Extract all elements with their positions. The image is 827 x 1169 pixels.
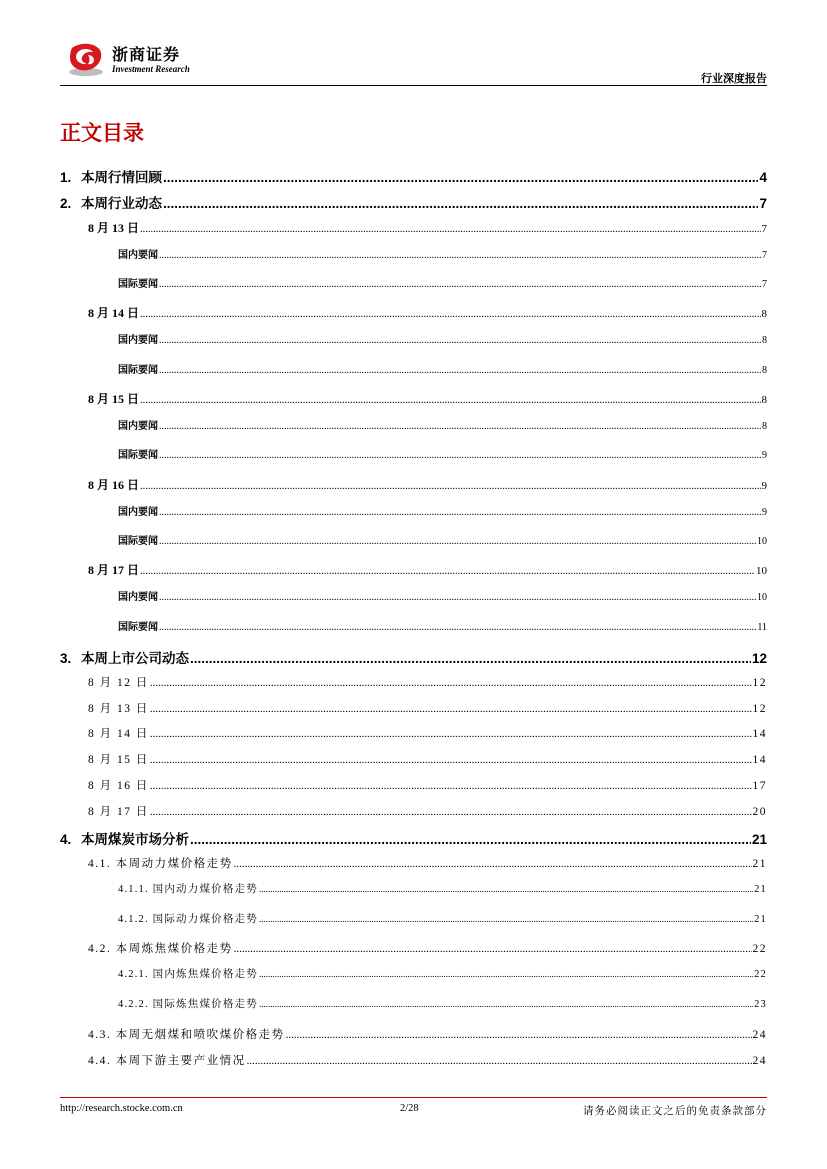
header-divider xyxy=(60,85,767,86)
toc-entry[interactable] xyxy=(88,803,767,819)
toc-entry[interactable] xyxy=(118,417,767,432)
toc-entry-label: 4.2. 本周炼焦煤价格走势 xyxy=(88,943,233,955)
footer-divider xyxy=(60,1097,767,1098)
toc-page-number: 10 xyxy=(757,592,767,603)
toc-page-number: 9 xyxy=(762,450,767,461)
toc-page-number: 7 xyxy=(762,250,767,261)
toc-leader-dots xyxy=(159,279,761,290)
toc-entry-label: 8 月 12 日 xyxy=(88,677,149,689)
toc-entry[interactable] xyxy=(88,777,767,793)
toc-page-number: 21 xyxy=(752,858,767,870)
toc-entry-label: 8 月 13 日 xyxy=(88,703,149,715)
toc-entry-label: 4.1.1. 国内动力煤价格走势 xyxy=(118,884,258,895)
toc-leader-dots xyxy=(140,224,760,235)
toc-page-number: 11 xyxy=(757,622,767,633)
toc-page-number: 9 xyxy=(762,507,767,518)
toc-entry-label: 4.1.2. 国际动力煤价格走势 xyxy=(118,914,258,925)
toc-entry-label: 4.1. 本周动力煤价格走势 xyxy=(88,858,233,870)
toc-entry-label: 8 月 17 日 xyxy=(88,806,149,818)
toc-leader-dots xyxy=(159,622,756,633)
toc-page-number: 9 xyxy=(761,480,767,492)
toc-entry-label: 本周上市公司动态 xyxy=(81,651,189,666)
toc-leader-dots xyxy=(150,677,752,689)
toc-entry[interactable] xyxy=(118,246,767,261)
toc-leader-dots xyxy=(247,1055,752,1067)
toc-leader-dots xyxy=(150,780,752,792)
toc-entry-label: 国际要闻 xyxy=(118,622,158,633)
toc-entry-label: 4.4. 本周下游主要产业情况 xyxy=(88,1055,246,1067)
toc-leader-dots xyxy=(150,806,752,818)
toc-entry-label: 8 月 16 日 xyxy=(88,780,149,792)
toc-leader-dots xyxy=(163,170,758,185)
toc-title: 正文目录 xyxy=(60,121,144,145)
toc-entry-label: 国内要闻 xyxy=(118,507,158,518)
toc-entry[interactable] xyxy=(118,996,767,1011)
toc-entry-section-1[interactable]: 1. 本周行情回顾 ..... 4 xyxy=(60,166,767,186)
toc-leader-dots xyxy=(140,309,760,320)
toc-entry-label: 8 月 15 日 xyxy=(88,754,149,766)
toc-entry[interactable] xyxy=(88,561,767,578)
toc-leader-dots xyxy=(140,395,760,406)
logo-mark-icon xyxy=(66,42,106,78)
toc-entry[interactable] xyxy=(88,940,767,956)
toc-entry-label: 4.2.2. 国际炼焦煤价格走势 xyxy=(118,999,258,1010)
toc-entry-label: 国内要闻 xyxy=(118,421,158,432)
toc-leader-dots xyxy=(234,858,752,870)
toc-page-number: 20 xyxy=(752,806,767,818)
footer-page-number: 2/28 xyxy=(400,1103,419,1114)
toc-entry-section-3[interactable]: 3. 本周上市公司动态 ..... 12 xyxy=(60,647,767,667)
toc-entry-label: 国际要闻 xyxy=(118,365,158,376)
toc-entry[interactable] xyxy=(118,361,767,376)
toc-leader-dots xyxy=(140,566,755,577)
toc-page-number: 22 xyxy=(754,969,767,980)
toc-leader-dots xyxy=(234,943,752,955)
toc-page-number: 8 xyxy=(761,308,767,320)
toc-entry[interactable] xyxy=(88,725,767,741)
toc-entry-label: 8 月 17 日 xyxy=(88,563,140,577)
report-type-label: 行业深度报告 xyxy=(701,72,767,85)
toc-leader-dots xyxy=(159,335,761,346)
toc-page-number: 14 xyxy=(752,728,767,740)
toc-entry-label: 8 月 14 日 xyxy=(88,728,149,740)
toc-leader-dots xyxy=(163,196,758,211)
toc-entry-label: 本周行业动态 xyxy=(81,196,162,211)
footer-disclaimer-note: 请务必阅读正文之后的免责条款部分 xyxy=(583,1106,767,1117)
toc-entry[interactable] xyxy=(88,304,767,321)
toc-page-number: 17 xyxy=(752,780,767,792)
toc-page-number: 10 xyxy=(756,565,767,577)
toc-leader-dots xyxy=(259,884,753,894)
toc-entry[interactable] xyxy=(88,390,767,407)
toc-entry[interactable] xyxy=(88,751,767,767)
toc-entry-label: 国内要闻 xyxy=(118,592,158,603)
toc-entry-section-2[interactable]: 2. 本周行业动态 ..... 7 xyxy=(60,192,767,212)
toc-page-number: 8 xyxy=(762,335,767,346)
toc-leader-dots xyxy=(140,481,760,492)
toc-entry[interactable] xyxy=(88,855,767,871)
toc-entry-label: 4.2.1. 国内炼焦煤价格走势 xyxy=(118,969,258,980)
toc-leader-dots xyxy=(286,1029,752,1041)
toc-leader-dots xyxy=(259,969,753,979)
toc-entry[interactable] xyxy=(88,1026,767,1042)
page-header xyxy=(60,38,767,88)
toc-page-number: 12 xyxy=(752,677,767,689)
toc-page-number: 21 xyxy=(754,884,767,895)
toc-entry[interactable] xyxy=(88,700,767,716)
toc-leader-dots xyxy=(159,592,756,603)
toc-page-number: 8 xyxy=(762,421,767,432)
toc-entry[interactable] xyxy=(118,446,767,461)
toc-entry[interactable] xyxy=(118,532,767,547)
toc-page-number: 4 xyxy=(759,170,767,185)
toc-page-number: 12 xyxy=(752,703,767,715)
toc-entry[interactable] xyxy=(118,881,767,896)
toc-page-number: 21 xyxy=(754,914,767,925)
toc-entry-label: 本周煤炭市场分析 xyxy=(81,832,189,847)
toc-leader-dots xyxy=(159,507,761,518)
toc-entry[interactable] xyxy=(118,911,767,926)
toc-leader-dots xyxy=(190,651,751,666)
toc-page-number: 12 xyxy=(751,651,767,666)
toc-entry-label: 8 月 13 日 xyxy=(88,221,140,235)
toc-leader-dots xyxy=(159,365,761,376)
toc-entry[interactable] xyxy=(88,219,767,236)
toc-leader-dots xyxy=(259,914,753,924)
toc-entry-label: 国际要闻 xyxy=(118,450,158,461)
toc-entry[interactable] xyxy=(88,674,767,690)
toc-leader-dots xyxy=(159,421,761,432)
toc-leader-dots xyxy=(190,832,751,847)
toc-entry[interactable] xyxy=(118,275,767,290)
toc-entry-section-4[interactable]: 4. 本周煤炭市场分析 ..... 21 xyxy=(60,828,767,848)
footer-website-link[interactable]: http://research.stocke.com.cn xyxy=(60,1103,183,1114)
toc-entry[interactable] xyxy=(118,503,767,518)
brand-name-en: Investment Research xyxy=(112,64,190,74)
toc-leader-dots xyxy=(150,754,752,766)
toc-leader-dots xyxy=(159,450,761,461)
toc-entry[interactable] xyxy=(118,331,767,346)
toc-page-number: 8 xyxy=(762,365,767,376)
toc-page-number: 7 xyxy=(762,279,767,290)
toc-entry[interactable] xyxy=(118,966,767,981)
brand-name-cn: 浙商证券 xyxy=(112,45,181,64)
toc-leader-dots xyxy=(159,536,756,547)
toc-entry-label: 国内要闻 xyxy=(118,335,158,346)
toc-leader-dots xyxy=(150,728,752,740)
toc-entry-label: 国际要闻 xyxy=(118,536,158,547)
toc-page-number: 24 xyxy=(752,1029,767,1041)
toc-page-number: 10 xyxy=(757,536,767,547)
toc-page-number: 23 xyxy=(754,999,767,1010)
toc-page-number: 14 xyxy=(752,754,767,766)
toc-entry-label: 本周行情回顾 xyxy=(81,170,162,185)
toc-entry-label: 8 月 16 日 xyxy=(88,478,140,492)
toc-entry-label: 4.3. 本周无烟煤和喷吹煤价格走势 xyxy=(88,1029,285,1041)
toc-entry[interactable] xyxy=(88,476,767,493)
toc-entry[interactable] xyxy=(88,1052,767,1068)
toc-page-number: 7 xyxy=(759,196,767,211)
toc-entry-label: 8 月 14 日 xyxy=(88,306,140,320)
toc-page-number: 7 xyxy=(761,223,767,235)
toc-page-number: 22 xyxy=(752,943,767,955)
toc-leader-dots xyxy=(159,250,761,261)
toc-leader-dots xyxy=(150,703,752,715)
toc-entry[interactable] xyxy=(118,588,767,603)
toc-entry-label: 国际要闻 xyxy=(118,279,158,290)
toc-page-number: 21 xyxy=(751,832,767,847)
toc-entry-label: 国内要闻 xyxy=(118,250,158,261)
toc-leader-dots xyxy=(259,999,753,1009)
toc-page-number: 24 xyxy=(752,1055,767,1067)
toc-page-number: 8 xyxy=(761,394,767,406)
toc-entry-label: 8 月 15 日 xyxy=(88,392,140,406)
company-logo xyxy=(66,42,106,78)
toc-entry[interactable] xyxy=(118,618,767,633)
